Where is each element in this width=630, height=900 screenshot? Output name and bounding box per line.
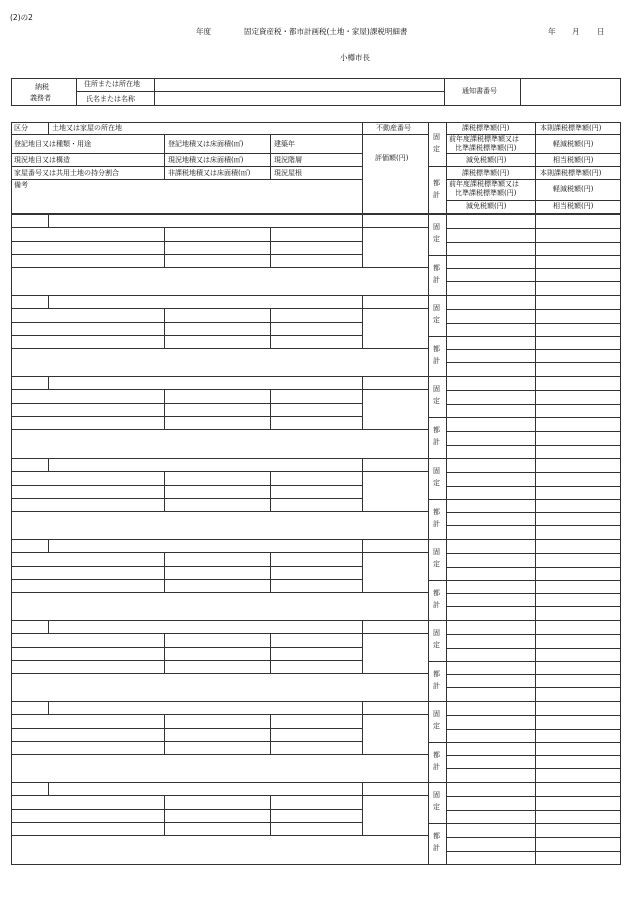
fixed-reduced-label: 軽減税額(円) [553,140,594,148]
cur-area-label: 現況地積又は床面積(㎡) [168,156,244,164]
date-year: 年 [548,27,556,36]
city-reduced-label: 軽減税額(円) [553,185,594,193]
remarks-label: 備考 [14,181,28,189]
date-month: 月 [572,27,580,36]
city-label-2: 計 [433,763,440,771]
city-label-2: 計 [433,191,440,199]
nontax-area-label: 非課税地積又は床面積(㎡) [168,169,251,177]
city-label-1: 都 [433,751,440,759]
valuation-label: 評価額(円) [375,154,409,162]
page-ref: (2)の2 [10,13,33,22]
fixed-base-label: 本則課税標準額(円) [540,124,602,132]
city-label-2: 計 [433,357,440,365]
address-field[interactable] [155,79,443,91]
cur-roof-label: 現況屋根 [274,169,302,177]
house-no-label: 家屋番号又は共用土地の持分割合 [14,169,119,177]
city-label-1: 都 [433,589,440,597]
notice-number-label: 通知書番号 [462,87,497,95]
taxpayer-label: 納税 [35,83,49,91]
reg-category-label: 登記地目又は種類・用途 [14,140,91,148]
city-label-1: 都 [433,264,440,272]
fixed-label-2: 定 [433,316,440,324]
city-label-1: 都 [433,670,440,678]
address-label: 住所または所在地 [84,80,140,88]
name-field[interactable] [155,92,443,105]
fixed-prev-label: 前年度課税標準額又は [449,135,519,143]
name-label: 氏名または名称 [86,95,135,103]
city-label-2: 計 [433,438,440,446]
issuer: 小樽市長 [340,53,370,62]
location-label: 土地又は家屋の所在地 [52,124,122,132]
fixed-label-2: 定 [433,560,440,568]
city-label-2: 計 [433,682,440,690]
city-label-1: 都 [433,508,440,516]
fixed-label-2: 定 [433,145,440,153]
reg-area-label: 登記地積又は床面積(㎡) [168,140,244,148]
fixed-std-label: 課税標準額(円) [462,124,510,132]
city-label-1: 都 [433,426,440,434]
cur-floors-label: 現況階層 [274,156,302,164]
fixed-label-2: 定 [433,479,440,487]
fixed-label-2: 定 [433,235,440,243]
notice-number-field[interactable] [521,79,620,105]
city-label-1: 都 [433,832,440,840]
city-prev-label-2: 比準課税標準額(円) [455,189,517,197]
fixed-label-1: 固 [433,791,440,799]
fixed-label-1: 固 [433,223,440,231]
city-exempt-label: 減免税額(円) [466,202,507,210]
fixed-equiv-label: 相当税額(円) [553,156,594,164]
fixed-label-2: 定 [433,803,440,811]
city-std-label: 課税標準額(円) [462,169,510,177]
fixed-label-1: 固 [433,467,440,475]
city-prev-label: 前年度課税標準額又は [449,180,519,188]
year-label: 年度 [196,27,211,36]
fixed-label-2: 定 [433,397,440,405]
kubun-label: 区分 [14,124,28,132]
document-title: 固定資産税・都市計画税(土地・家屋)課税明細書 [244,27,408,36]
fixed-prev-label-2: 比準課税標準額(円) [455,144,517,152]
fixed-label-1: 固 [433,385,440,393]
city-label-1: 都 [433,179,440,187]
fixed-label-1: 固 [433,629,440,637]
city-label-2: 計 [433,601,440,609]
fixed-label-1: 固 [433,304,440,312]
date-day: 日 [597,27,605,36]
city-label-2: 計 [433,844,440,852]
property-no-label: 不動産番号 [376,124,411,132]
fixed-label-1: 固 [433,548,440,556]
cur-category-label: 現況地目又は構造 [14,156,70,164]
built-year-label: 建築年 [274,140,295,148]
fixed-label-2: 定 [433,641,440,649]
city-label-2: 計 [433,520,440,528]
city-equiv-label: 相当税額(円) [553,202,594,210]
taxpayer-label-2: 義務者 [30,94,51,102]
fixed-label-1: 固 [433,710,440,718]
city-base-label: 本則課税標準額(円) [540,169,602,177]
fixed-exempt-label: 減免税額(円) [466,156,507,164]
fixed-label-2: 定 [433,722,440,730]
city-label-1: 都 [433,345,440,353]
fixed-label-1: 固 [433,133,440,141]
city-label-2: 計 [433,276,440,284]
